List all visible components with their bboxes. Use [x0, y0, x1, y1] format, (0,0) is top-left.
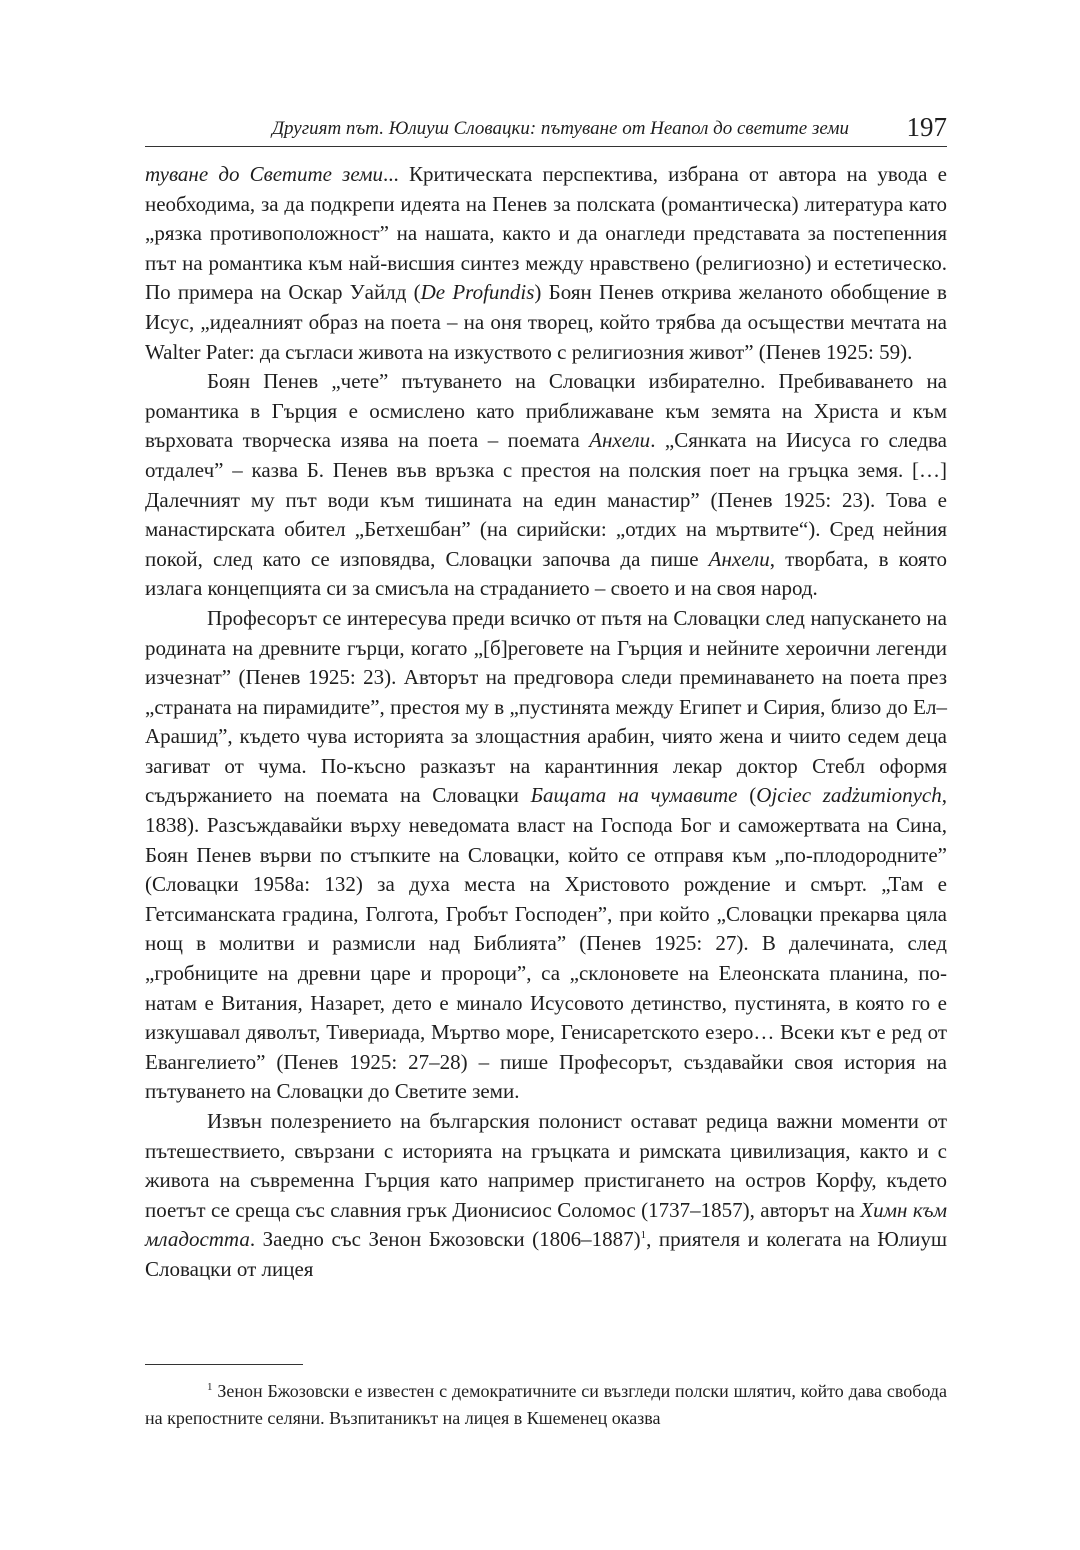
- paragraph-text: Боян Пенев „чете” пътуването на Словацки избирателно. Пребиваването на романтика в Гърция е осмислено като приближаване към земята на Христа и към върховата творческа изява на поета – поемата: [145, 369, 947, 453]
- book-title: Бащата на чумавите: [530, 783, 738, 808]
- footnote-divider: [145, 1364, 303, 1365]
- paragraph-1: [145, 160, 947, 367]
- book-title: туване до Светите земи: [145, 162, 384, 186]
- footnote-mark: 1: [207, 1381, 213, 1393]
- book-title: Ojciec zadżumionych: [756, 783, 942, 808]
- paragraph-text: ) Боян Пенев открива желаното обобщение в Исус, „идеалният образ на поета – на оня творец, който трябва да осъществи мечтата на Walter Pater: да съгласи живота на изкуството с религиозния живот” (Пенев 1925: 59).: [145, 280, 947, 364]
- paragraph-text: , приятеля и колегата на Юлиуш Словацки от лицея: [145, 1227, 948, 1281]
- paragraph-3: [145, 604, 947, 1107]
- footnote-1: [145, 1378, 947, 1432]
- book-title: De Profundis: [420, 280, 535, 305]
- running-title: Другият път. Юлиуш Словацки: пътуване от Неапол до светите земи: [271, 118, 849, 139]
- paragraph-4: [145, 1107, 947, 1285]
- paragraph-text: , 1838). Разсъждавайки върху неведомата власт на Господа Бог и саможертвата на Сина, Боян Пенев върви по стъпките на Словацки, който се отправя към „по-плодородните” (Словацки 1958а: 132) за духа места на Христовото рождение и смърт. „Там е Гетсиманската градина, Голгота, Гробът Господен”, при който „Словацки прекарва цяла нощ в молитви и размисли над Библията” (Пенев 1925: 27). В далечината, след „гробниците на древни царе и пророци”, са „склоновете на Елеонската планина, по-натам е Витания, Назарет, дето е минало Исусовото детинство, пустинята, в която го е изкушавал дяволът, Тивериада, Мъртво море, Генисаретското езеро… Всеки кът е ред от Евангелието” (Пенев 1925: 27–28) – пише Професорът, създавайки своя история на пътуването на Словацки до Светите земи.: [145, 783, 947, 1104]
- paragraph-text: ... Критическата перспектива, избрана от автора на увода е необходима, за да подкрепи идеята на Пенев за полската (романтическа) литература като „рязка противоположност” на нашата, както и да онагледи представата за постепенния път на романтика към най-висшия синтез между нравствено (религиозно) и естетическо. По примера на Оскар Уайлд (: [145, 162, 947, 305]
- page-number: 197: [906, 112, 947, 142]
- footnote-text: Зенон Бжозовски е известен с демократичните си възгледи полски шлятич, който дава свобода на крепостните селяни. Възпитаникът на лицея в Кшеменец оказва: [145, 1381, 947, 1428]
- book-title: Анхели: [708, 546, 770, 571]
- book-title: Анхели: [589, 428, 651, 453]
- paragraph-text: . Заедно със Зенон Бжозовски (1806–1887): [249, 1227, 641, 1252]
- paragraph-2: [145, 367, 947, 604]
- footnotes: [145, 1378, 947, 1432]
- paragraph-text: (: [737, 783, 757, 808]
- paragraph-text: Професорът се интересува преди всичко от пътя на Словацки след напускането на родината на древните гърци, когато „[б]реговете на Гърция и нейните хероични легенди изчезнат” (Пенев 1925: 23). Авторът на предговора следи преминаването на поета през „страната на пирамидите”, престоя му в „пустинята между Египет и Сирия, близо до Ел–Арашид”, където чува историята за злощастния арабин, чиято жена и чиито седем деца загиват от чума. По-късно разказът на карантинния лекар доктор Стебл оформя съдържанието на поемата на Словацки: [145, 605, 947, 808]
- paragraph-text: Извън полезрението на българския полонист остават редица важни моменти от пътешествието, свързани с историята на гръцката и римската цивилизация, както и с живота на съвременна Гърция като например пристигането на остров Корфу, където поетът се среща със славния грък Дионисиос Соломос (1737–1857), авторът на: [145, 1109, 947, 1222]
- footnote-ref[interactable]: 1: [640, 1229, 647, 1242]
- main-text: [145, 160, 947, 1285]
- running-header: [145, 112, 947, 147]
- book-title: Химн към младостта: [145, 1197, 947, 1252]
- paragraph-text: , творбата, в която излага концепцията си за смисъла на страданието – своето и на своя народ.: [145, 546, 947, 601]
- paragraph-text: . „Сянката на Иисуса го следва отдалеч” – казва Б. Пенев във връзка с престоя на полския поет на гръцка земя. […] Далечният му път води към тишината на един манастир” (Пенев 1925: 23). Това е манастирската обител „Бетхешбан” (на сирийски: „отдих на мъртвите“). Сред нейния покой, след като се изповядва, Словацки започва да пише: [145, 428, 947, 571]
